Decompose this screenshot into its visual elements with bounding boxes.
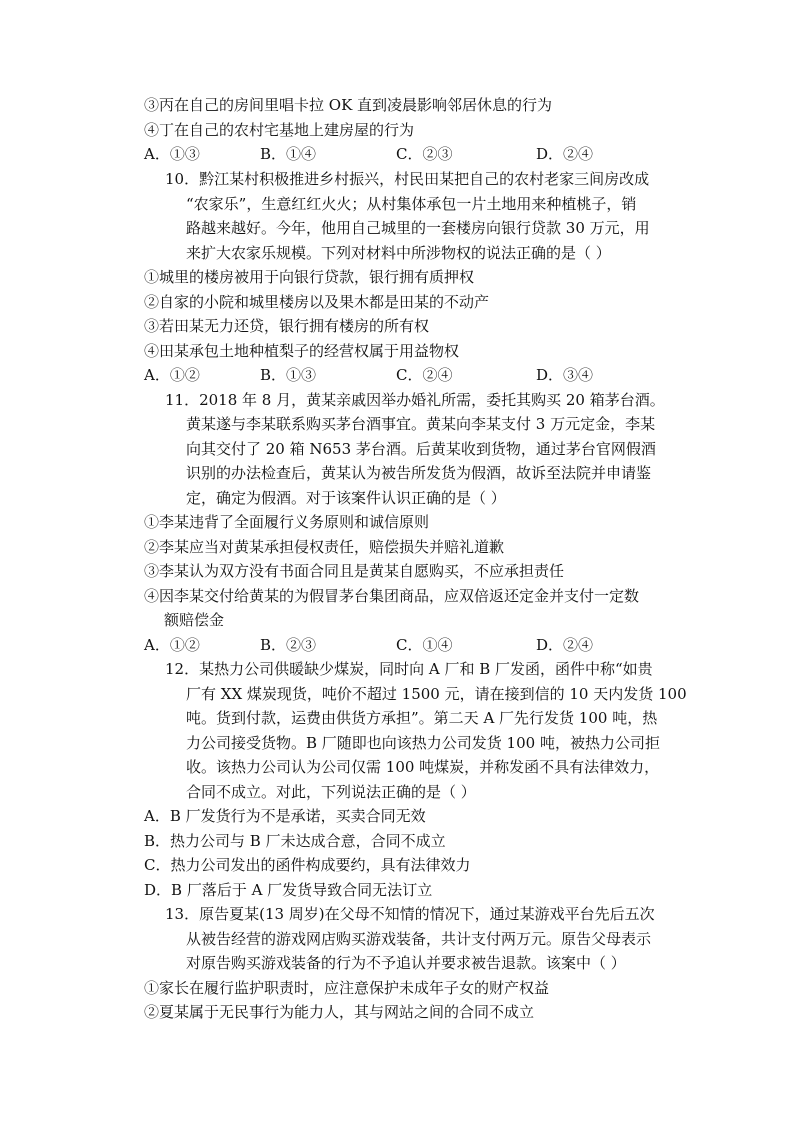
q12-choice-c: C．热力公司发出的函件构成要约，具有法律效力 (144, 856, 471, 874)
q9-item-4: ④丁在自己的农村宅基地上建房屋的行为 (144, 121, 415, 139)
q9-item-3: ③丙在自己的房间里唱卡拉 OK 直到凌晨影响邻居休息的行为 (144, 96, 553, 114)
q12-choice-a: A．B 厂发货行为不是承诺，买卖合同无效 (144, 807, 426, 825)
q12-stem-line: 力公司接受货物。B 厂随即也向该热力公司发货 100 吨，被热力公司拒 (186, 734, 660, 752)
q12-choice-d: D．B 厂落后于 A 厂发货导致合同无法订立 (144, 881, 433, 899)
q13-item: ②夏某属于无民事行为能力人，其与网站之间的合同不成立 (144, 1003, 535, 1021)
q11-item: ③李某认为双方没有书面合同且是黄某自愿购买，不应承担责任 (144, 562, 565, 580)
q12-stem-line: 吨。货到付款，运费由供货方承担”。第二天 A 厂先行发货 100 吨，热 (186, 709, 658, 727)
q10-item: ④田某承包土地种植梨子的经营权属于用益物权 (144, 342, 460, 360)
option-c: C．①④ (396, 636, 453, 654)
q10-item: ③若田某无力还贷，银行拥有楼房的所有权 (144, 317, 430, 335)
option-b: B．②③ (260, 636, 317, 654)
q11-stem-line: 11．2018 年 8 月，黄某亲戚因举办婚礼所需，委托其购买 20 箱茅台酒。 (165, 391, 665, 409)
q12-stem-line: 厂有 XX 煤炭现货，吨价不超过 1500 元，请在接到信的 10 天内发货 100 (186, 685, 687, 703)
q11-item: ②李某应当对黄某承担侵权责任，赔偿损失并赔礼道歉 (144, 538, 505, 556)
option-a: A．①② (144, 636, 200, 654)
q11-stem-line: 向其交付了 20 箱 N653 茅台酒。后黄某收到货物，通过茅台官网假酒 (186, 440, 656, 458)
option-b: B．①③ (260, 366, 317, 384)
option-a: A．①③ (144, 145, 200, 163)
q10-stem-line: 路越来越好。今年，他用自己城里的一套楼房向银行贷款 30 万元，用 (186, 219, 650, 237)
q11-stem-line: 定，确定为假酒。对于该案件认识正确的是（ ） (186, 489, 506, 507)
q12-choice-b: B．热力公司与 B 厂未达成合意，合同不成立 (144, 832, 446, 850)
q12-stem-line: 合同不成立。对此，下列说法正确的是（ ） (186, 783, 476, 801)
option-b: B．①④ (260, 145, 317, 163)
option-d: D．②④ (536, 145, 594, 163)
q11-stem-line: 黄某遂与李某联系购买茅台酒事宜。黄某向李某支付 3 万元定金，李某 (186, 415, 656, 433)
q10-item: ①城里的楼房被用于向银行贷款，银行拥有质押权 (144, 268, 475, 286)
q13-item: ①家长在履行监护职责时，应注意保护未成年子女的财产权益 (144, 979, 550, 997)
q11-item: ①李某违背了全面履行义务原则和诚信原则 (144, 513, 430, 531)
q10-stem-line: 10．黔江某村积极推进乡村振兴，村民田某把自己的农村老家三间房改成 (165, 170, 650, 188)
q12-stem-line: 收。该热力公司认为公司仅需 100 吨煤炭，并称发函不具有法律效力， (186, 758, 660, 776)
q10-stem-line: “农家乐”，生意红红火火；从村集体承包一片土地用来种植桃子，销 (186, 195, 637, 213)
q12-stem-line: 12．某热力公司供暖缺少煤炭，同时向 A 厂和 B 厂发函，函件中称“如贵 (165, 660, 653, 678)
option-c: C．②④ (396, 366, 453, 384)
q10-item: ②自家的小院和城里楼房以及果木都是田某的不动产 (144, 293, 490, 311)
option-c: C．②③ (396, 145, 453, 163)
q10-stem-line: 来扩大农家乐规模。下列对材料中所涉物权的说法正确的是（ ） (186, 244, 611, 262)
q11-item: ④因李某交付给黄某的为假冒茅台集团商品，应双倍返还定金并支付一定数 (144, 587, 640, 605)
option-d: D．②④ (536, 636, 594, 654)
q11-stem-line: 识别的办法检查后，黄某认为被告所发货为假酒，故诉至法院并申请鉴 (186, 464, 652, 482)
q13-stem-line: 从被告经营的游戏网店购买游戏装备，共计支付两万元。原告父母表示 (186, 930, 652, 948)
option-d: D．③④ (536, 366, 594, 384)
option-a: A．①② (144, 366, 200, 384)
q13-stem-line: 对原告购买游戏装备的行为不予追认并要求被告退款。该案中（ ） (186, 954, 626, 972)
q11-item-continued: 额赔偿金 (164, 611, 225, 629)
q13-stem-line: 13．原告夏某(13 周岁)在父母不知情的情况下，通过某游戏平台先后五次 (165, 905, 655, 923)
